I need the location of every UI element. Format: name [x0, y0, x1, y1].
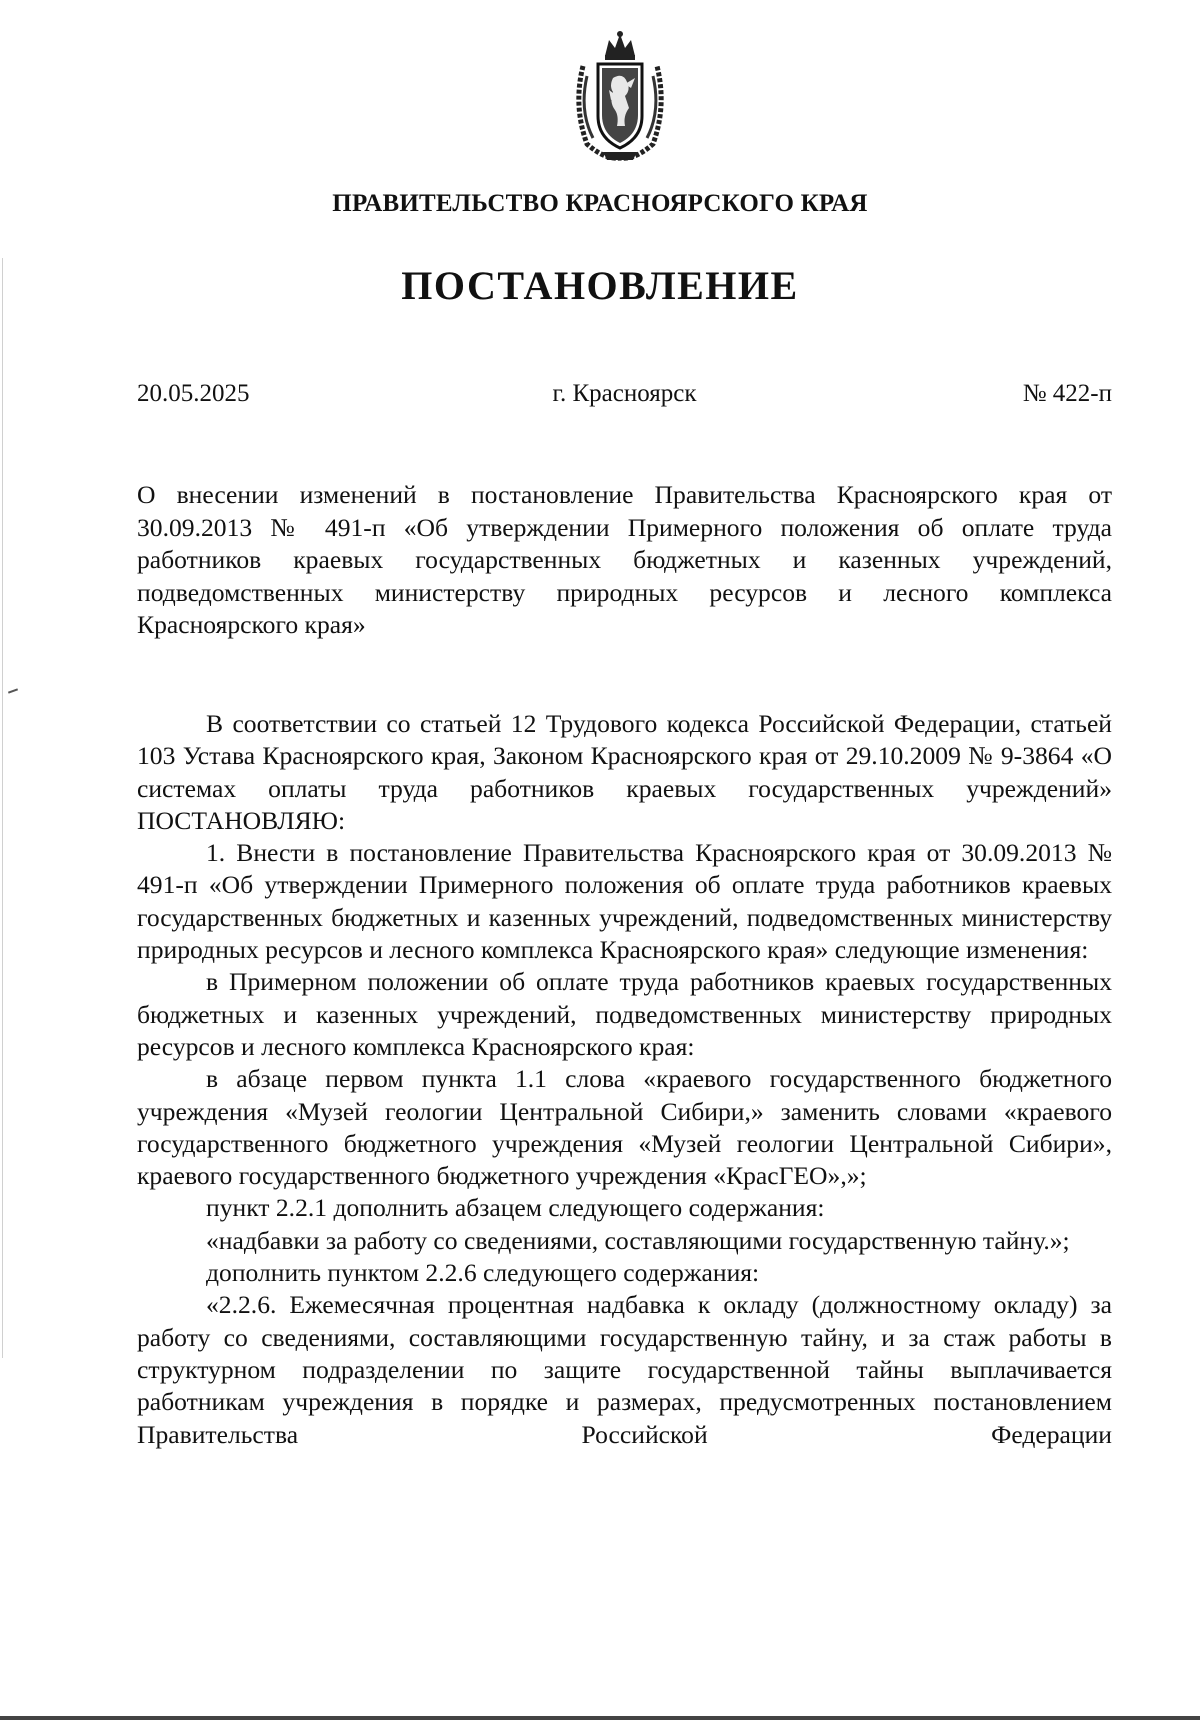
scan-mark: [8, 688, 18, 693]
body-paragraph: «2.2.6. Ежемесячная процентная надбавка к окладу (должностному окладу) за работу со сведениями, составляющими государственную тайну, и за стаж работы в структурном подразделении по защите государственной тайны выплачивается работникам учреждения в порядке и размерах, предусмотренных постановлением Правительства Российской Федерации: [137, 1290, 1112, 1449]
scan-edge-line: [0, 1716, 1200, 1720]
document-city: г. Красноярск: [552, 380, 697, 407]
body-paragraph: 1. Внести в постановление Правительства Красноярского края от 30.09.2013 № 491-п «Об утверждении Примерного положения об оплате труда работников краевых государственных бюджетных и казенных учреждений, подведомственных министерству природных ресурсов и лесного комплекса Красноярского края» следующие изменения:: [137, 838, 1112, 965]
document-type-title: ПОСТАНОВЛЕНИЕ: [401, 263, 799, 308]
body-paragraph: дополнить пунктом 2.2.6 следующего содержания:: [206, 1258, 760, 1288]
body-paragraph: В соответствии со статьей 12 Трудового кодекса Российской Федерации, статьей 103 Устава Красноярского края, Законом Красноярского края от 29.10.2009 № 9-3864 «О системах оплаты труда работников краевых государственных учреждений» ПОСТАНОВЛЯЮ:: [137, 709, 1112, 835]
document-subject: О внесении изменений в постановление Правительства Красноярского края от 30.09.2013 № 491-п «Об утверждении Примерного положения об оплате труда работников краевых государственных бюджетных и казенных учреждений, подведомственных министерству природных ресурсов и лесного комплекса Красноярского края»: [137, 480, 1112, 639]
krasnoyarsk-coat-of-arms-icon: [565, 26, 675, 166]
document-number: № 422-п: [1022, 380, 1112, 407]
document-body: [137, 708, 1112, 1451]
body-paragraph: пункт 2.2.1 дополнить абзацем следующего содержания:: [206, 1193, 825, 1223]
body-paragraph: «надбавки за работу со сведениями, составляющими государственную тайну.»;: [206, 1225, 1070, 1255]
document-meta: [137, 380, 1112, 408]
scan-edge-line: [2, 258, 3, 1358]
document-date: 20.05.2025: [137, 380, 250, 407]
body-paragraph: в абзаце первом пункта 1.1 слова «краевого государственного бюджетного учреждения «Музей геологии Центральной Сибири,» заменить словами «краевого государственного бюджетного учреждения «Музей геологии Центральной Сибири», краевого государственного бюджетного учреждения «КрасГЕО»,»;: [137, 1064, 1112, 1191]
body-paragraph: в Примерном положении об оплате труда работников краевых государственных бюджетных и казенных учреждений, подведомственных министерству природных ресурсов и лесного комплекса Красноярского края:: [137, 967, 1112, 1061]
organization-title: ПРАВИТЕЛЬСТВО КРАСНОЯРСКОГО КРАЯ: [332, 190, 868, 217]
